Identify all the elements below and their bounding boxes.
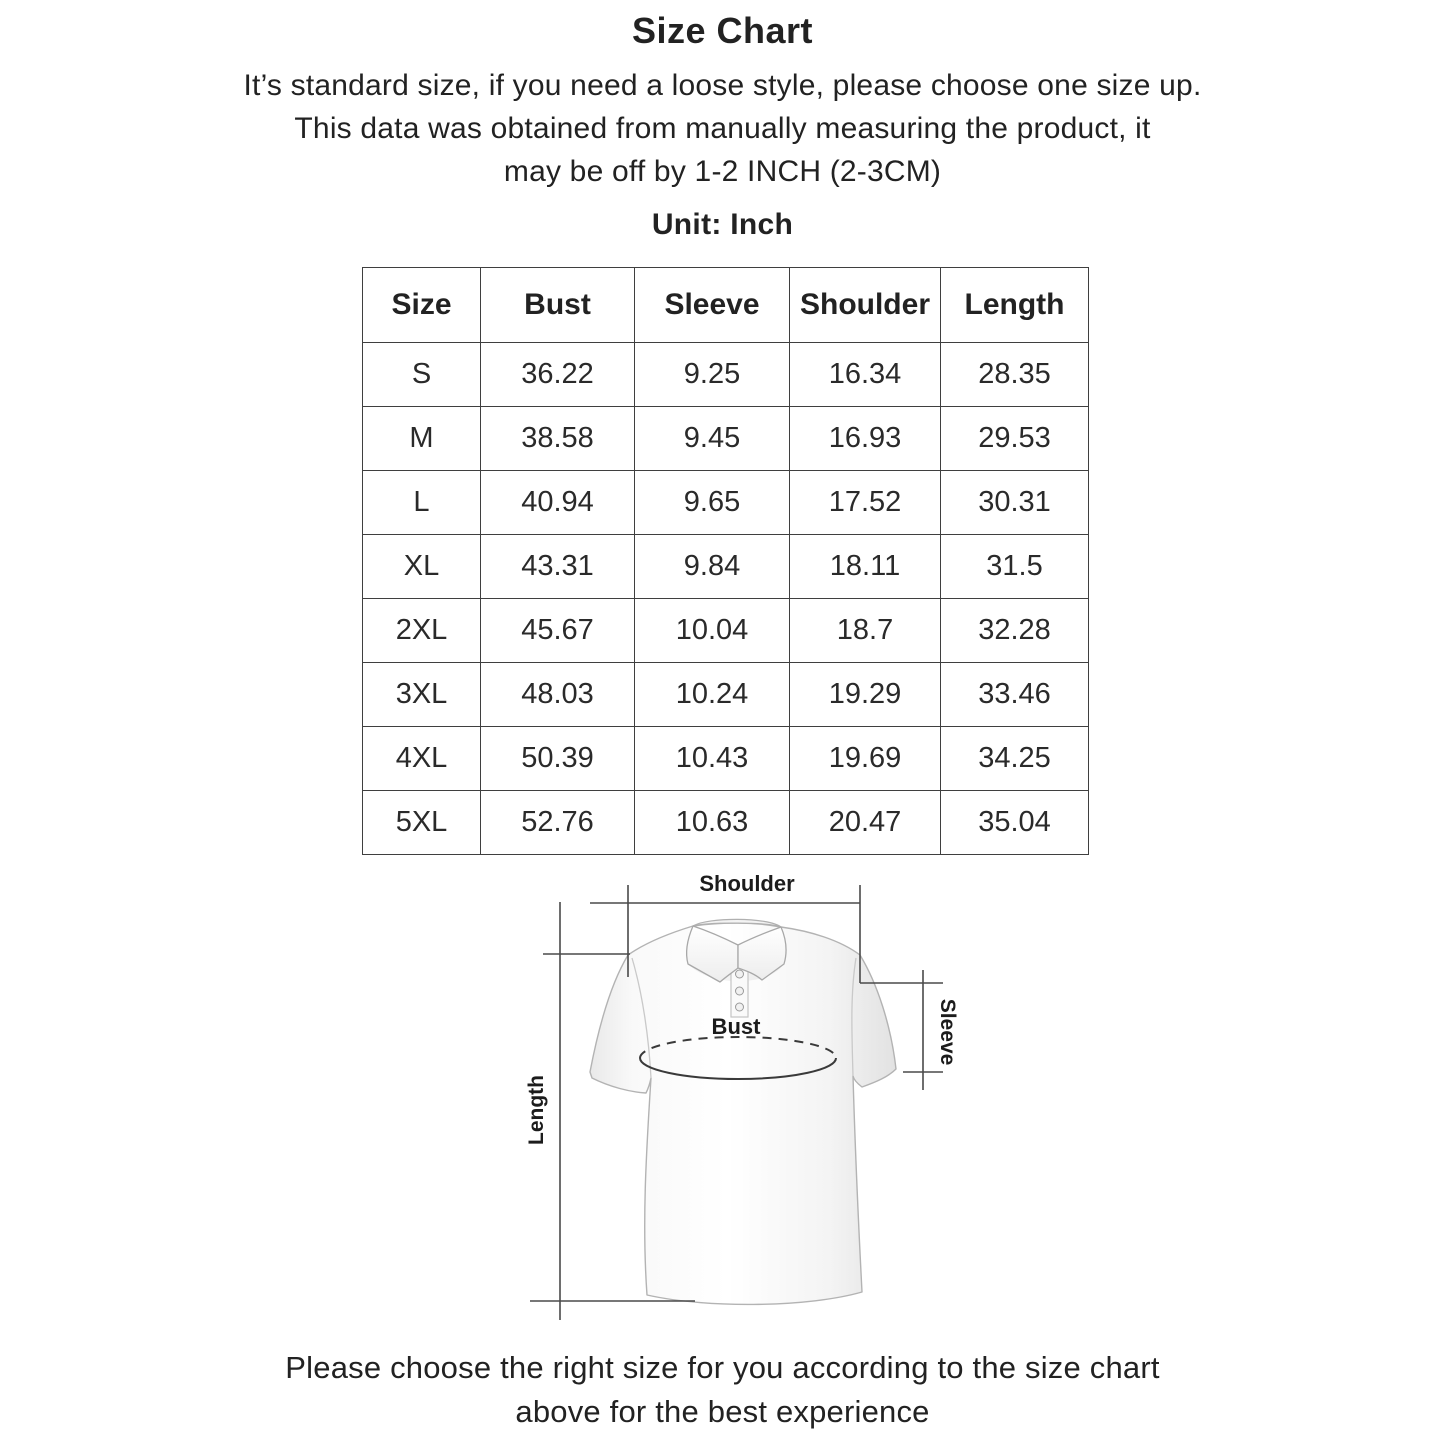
table-cell: 20.47 (790, 791, 941, 855)
table-cell: 18.11 (790, 535, 941, 599)
polo-shirt-illustration (510, 865, 1010, 1335)
table-cell: 28.35 (941, 343, 1089, 407)
table-cell: 10.43 (635, 727, 790, 791)
unit-label: Unit: Inch (651, 208, 794, 241)
table-cell: 3XL (363, 663, 481, 727)
table-cell: 10.63 (635, 791, 790, 855)
table-row (363, 343, 1089, 407)
table-cell: 16.93 (790, 407, 941, 471)
table-cell: 33.46 (941, 663, 1089, 727)
table-cell: 35.04 (941, 791, 1089, 855)
page-title: Size Chart (631, 10, 814, 51)
table-cell: 5XL (363, 791, 481, 855)
table-cell: 10.24 (635, 663, 790, 727)
length-label: Length (525, 1075, 548, 1145)
bust-label: Bust (711, 1014, 761, 1039)
column-header-length: Length (941, 268, 1089, 343)
size-table (362, 267, 1089, 855)
table-row (363, 471, 1089, 535)
table-cell: 32.28 (941, 599, 1089, 663)
table-cell: 38.58 (481, 407, 635, 471)
table-cell: 18.7 (790, 599, 941, 663)
column-header-bust: Bust (481, 268, 635, 343)
button (736, 970, 744, 978)
table-row (363, 663, 1089, 727)
table-cell: 31.5 (941, 535, 1089, 599)
table-cell: 34.25 (941, 727, 1089, 791)
table-row (363, 727, 1089, 791)
table-cell: 10.04 (635, 599, 790, 663)
footer-note (0, 1346, 1445, 1434)
table-cell: 29.53 (941, 407, 1089, 471)
table-row (363, 791, 1089, 855)
table-row (363, 599, 1089, 663)
table-cell: 2XL (363, 599, 481, 663)
table-cell: 17.52 (790, 471, 941, 535)
measurement-diagram (510, 865, 1010, 1335)
size-note-line: This data was obtained from manually measuring the product, it (294, 112, 1151, 145)
table-cell: XL (363, 535, 481, 599)
table-row (363, 407, 1089, 471)
table-cell: 9.45 (635, 407, 790, 471)
size-note (0, 64, 1445, 193)
table-cell: 48.03 (481, 663, 635, 727)
table-row (363, 535, 1089, 599)
table-cell: 9.65 (635, 471, 790, 535)
shoulder-label: Shoulder (699, 871, 795, 896)
table-cell: 50.39 (481, 727, 635, 791)
column-header-size: Size (363, 268, 481, 343)
table-cell: 43.31 (481, 535, 635, 599)
column-header-sleeve: Sleeve (635, 268, 790, 343)
button (736, 1003, 744, 1011)
table-cell: M (363, 407, 481, 471)
footer-note-line: Please choose the right size for you according to the size chart (285, 1350, 1160, 1385)
table-cell: 40.94 (481, 471, 635, 535)
size-table-body (363, 343, 1089, 855)
table-cell: S (363, 343, 481, 407)
column-header-shoulder: Shoulder (790, 268, 941, 343)
table-cell: 9.25 (635, 343, 790, 407)
table-cell: 4XL (363, 727, 481, 791)
table-header-row (363, 268, 1089, 343)
table-cell: 9.84 (635, 535, 790, 599)
size-note-line: It’s standard size, if you need a loose style, please choose one size up. (243, 69, 1202, 102)
footer-note-line: above for the best experience (515, 1394, 930, 1429)
button (736, 987, 744, 995)
table-cell: 16.34 (790, 343, 941, 407)
table-cell: L (363, 471, 481, 535)
size-note-line: may be off by 1-2 INCH (2-3CM) (503, 155, 942, 188)
table-cell: 19.69 (790, 727, 941, 791)
table-cell: 45.67 (481, 599, 635, 663)
table-cell: 19.29 (790, 663, 941, 727)
sleeve-label: Sleeve (936, 998, 959, 1066)
table-cell: 52.76 (481, 791, 635, 855)
table-cell: 36.22 (481, 343, 635, 407)
table-cell: 30.31 (941, 471, 1089, 535)
